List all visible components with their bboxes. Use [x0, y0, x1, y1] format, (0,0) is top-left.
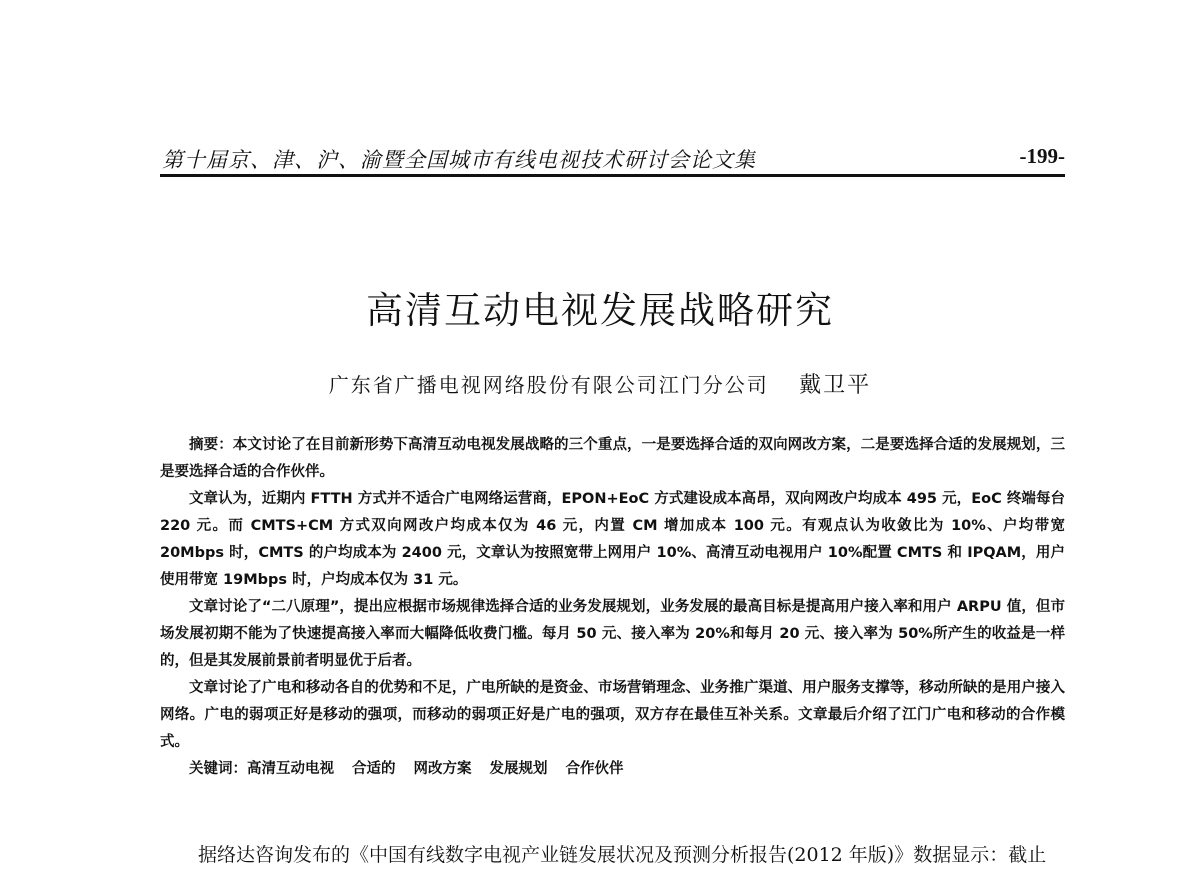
keyword: 发展规划	[489, 761, 548, 777]
abstract-paragraph-1: 摘要：本文讨论了在目前新形势下高清互动电视发展战略的三个重点，一是要选择合适的双向网改方案，二是要选择合适的发展规划，三是要选择合适的合作伙伴。	[160, 437, 1065, 480]
abstract-section	[160, 432, 1065, 783]
keyword: 合作伙伴	[565, 761, 624, 777]
author-line	[0, 368, 1200, 399]
affiliation: 广东省广播电视网络股份有限公司江门分公司	[328, 373, 769, 397]
body-paragraph-1: 据络达咨询发布的《中国有线数字电视产业链发展状况及预测分析报告(2012 年版)》数据显示：截止	[198, 844, 1047, 866]
keywords-line	[160, 756, 1065, 783]
proceedings-title: 第十届京、津、沪、渝暨全国城市有线电视技术研讨会论文集	[162, 148, 756, 172]
abstract-paragraph-4: 文章讨论了广电和移动各自的优势和不足，广电所缺的是资金、市场营销理念、业务推广渠道、用户服务支撑等，移动所缺的是用户接入网络。广电的弱项正好是移动的强项，而移动的弱项正好是广电的强项，双方存在最佳互补关系。文章最后介绍了江门广电和移动的合作模式。	[160, 680, 1065, 750]
abstract-paragraph-3: 文章讨论了“二八原理”，提出应根据市场规律选择合适的业务发展规划，业务发展的最高目标是提高用户接入率和用户 ARPU 值，但市场发展初期不能为了快速提高接入率而大幅降低收费门槛。每月 50 元、接入率为 20%和每月 20 元、接入率为 50%所产生的收益是一样的，但是其发展前景前者明显优于后者。	[160, 599, 1065, 669]
keyword: 高清互动电视	[247, 761, 334, 777]
page-number: -199-	[1019, 144, 1065, 168]
keywords-label: 关键词：	[189, 761, 247, 777]
keyword: 合适的	[352, 761, 396, 777]
author-name: 戴卫平	[799, 373, 872, 398]
keyword: 网改方案	[413, 761, 472, 777]
paper-title: 高清互动电视发展战略研究	[366, 289, 834, 332]
running-header	[160, 140, 1065, 177]
abstract-paragraph-2: 文章认为，近期内 FTTH 方式并不适合广电网络运营商，EPON+EoC 方式建设成本高昂，双向网改户均成本 495 元，EoC 终端每台 220 元。而 CMTS+CM 方式双向网改户均成本仅为 46 元，内置 CM 增加成本 100 元。有观点认为收敛比为 10%、户均带宽 20Mbps 时，CMTS 的户均成本为 2400 元，文章认为按照宽带上网用户 10%、高清互动电视用户 10%配置 CMTS 和 IPQAM，用户使用带宽 19Mbps 时，户均成本仅为 31 元。	[160, 491, 1065, 588]
